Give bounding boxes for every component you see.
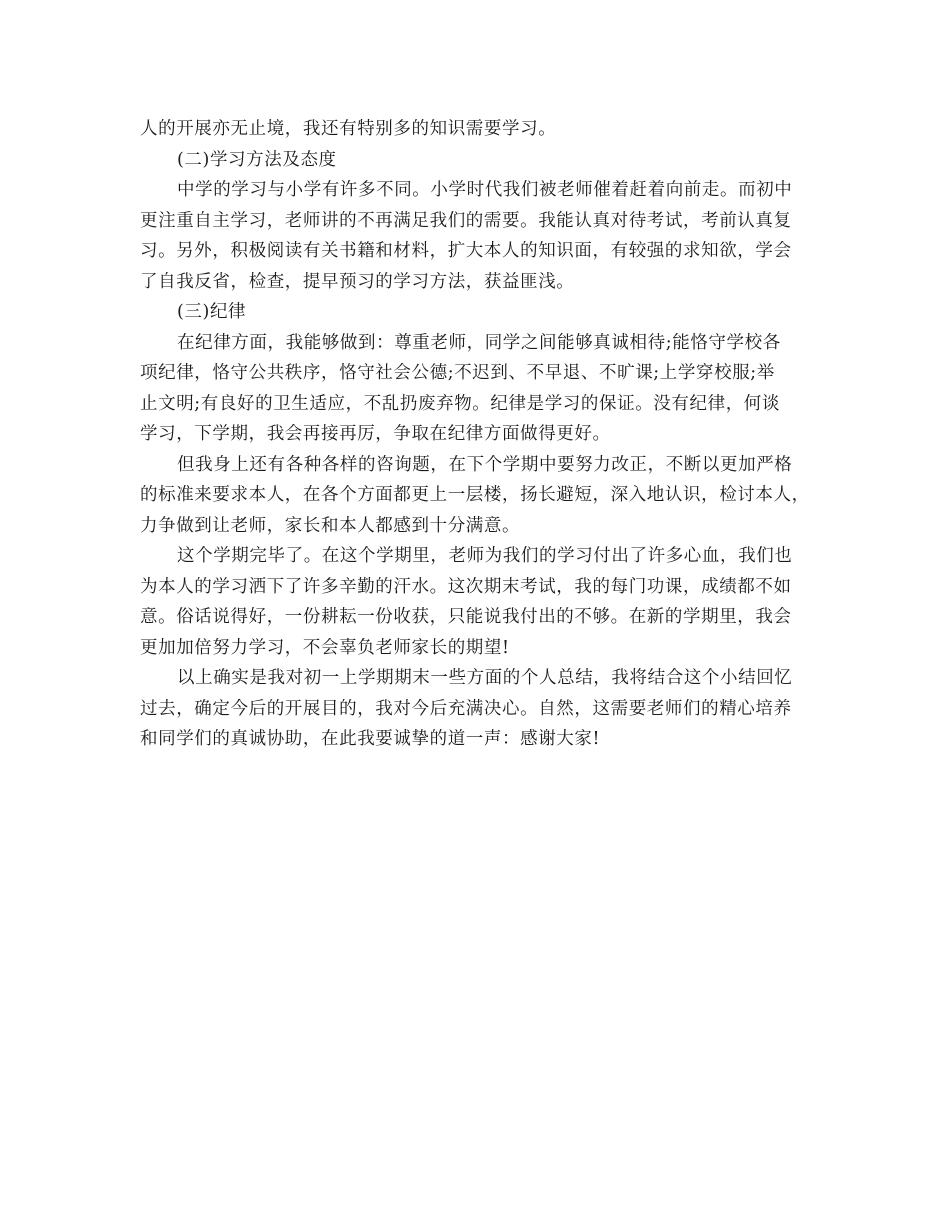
text-line: 人的开展亦无止境，我还有特别多的知识需要学习。 bbox=[140, 119, 557, 139]
text-line: 在纪律方面，我能够做到：尊重老师，同学之间能够真诚相待;能恪守学校各 bbox=[177, 332, 781, 353]
text-line: 更注重自主学习，老师讲的不再满足我们的需要。我能认真对待考试，考前认真复 bbox=[140, 210, 792, 231]
text-line: 为本人的学习洒下了许多辛勤的汗水。这次期末考试，我的每门功课，成绩都不如 bbox=[140, 576, 792, 597]
text-line: 习。另外，积极阅读有关书籍和材料，扩大本人的知识面，有较强的求知欲，学会 bbox=[140, 241, 792, 261]
text-line: 项纪律，恪守公共秩序，恪守社会公德;不迟到、不早退、不旷课;上学穿校服;举 bbox=[140, 363, 775, 383]
text-line: 但我身上还有各种各样的咨询题，在下个学期中要努力改正，不断以更加严格 bbox=[177, 454, 793, 475]
text-line: 过去，确定今后的开展目的，我对今后充满决心。自然，这需要老师们的精心培养 bbox=[140, 698, 792, 719]
text-line: 更加加倍努力学习，不会辜负老师家长的期望! bbox=[140, 637, 510, 658]
text-line: 这个学期完毕了。在这个学期里，老师为我们的学习付出了许多心血，我们也 bbox=[177, 546, 793, 566]
text-line: 的标准来要求本人，在各个方面都更上一层楼，扬长避短，深入地认识，检讨本人， bbox=[140, 485, 810, 505]
text-line: 止文明;有良好的卫生适应，不乱扔废弃物。纪律是学习的保证。没有纪律，何谈 bbox=[140, 393, 780, 414]
document-body bbox=[140, 114, 812, 755]
text-line: 以上确实是我对初一上学期期末一些方面的个人总结，我将结合这个小结回忆 bbox=[177, 668, 793, 688]
text-line: 力争做到让老师，家长和本人都感到十分满意。 bbox=[140, 515, 521, 536]
section-heading-study-method: (二)学习方法及态度 bbox=[177, 149, 337, 170]
text-line: 了自我反省，检查，提早预习的学习方法，获益匪浅。 bbox=[140, 271, 575, 292]
text-line: 和同学们的真诚协助，在此我要诚挚的道一声：感谢大家! bbox=[140, 729, 601, 749]
section-heading-discipline: (三)纪律 bbox=[177, 302, 247, 322]
text-line: 中学的学习与小学有许多不同。小学时代我们被老师催着赶着向前走。而初中 bbox=[177, 180, 793, 200]
text-line: 意。俗话说得好，一份耕耘一份收获，只能说我付出的不够。在新的学期里，我会 bbox=[140, 607, 792, 627]
text-line: 学习，下学期，我会再接再厉，争取在纪律方面做得更好。 bbox=[140, 424, 611, 444]
